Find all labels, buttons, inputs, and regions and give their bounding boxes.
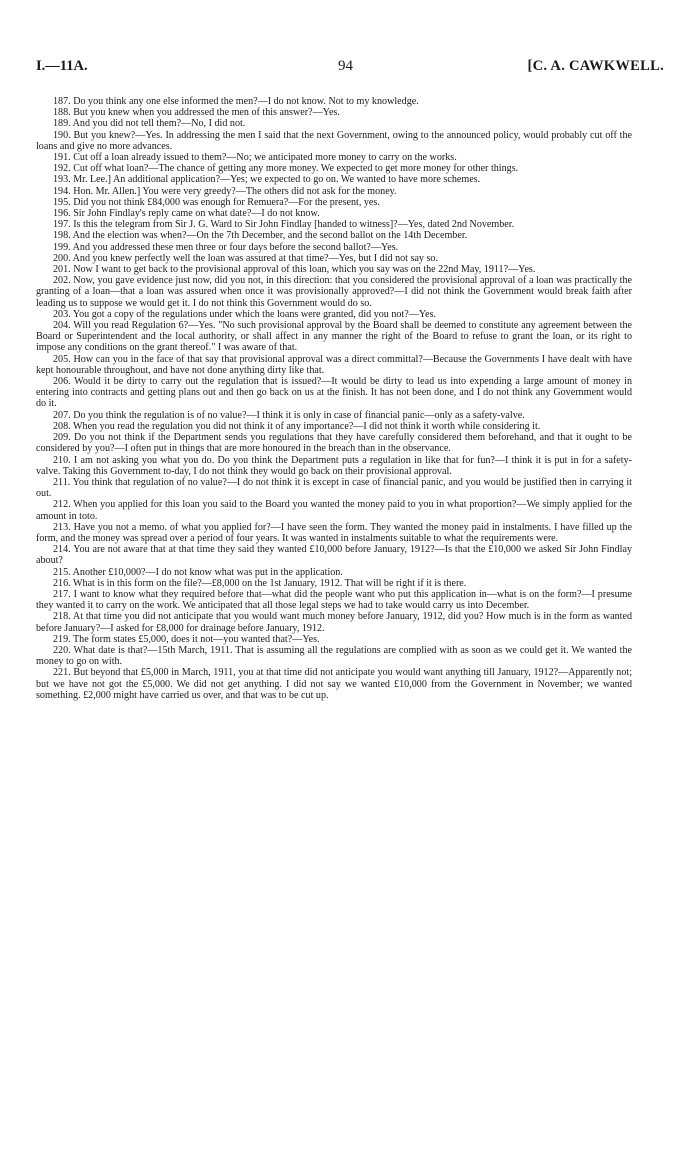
- question-answer-paragraph: 219. The form states £5,000, does it not—you wanted that?—Yes.: [53, 633, 320, 645]
- question-answer-paragraph: 189. And you did not tell them?—No, I did not.: [53, 118, 246, 130]
- question-answer-paragraph: 194. Hon. Mr. Allen.] You were very greedy?—The others did not ask for the money.: [53, 185, 397, 197]
- question-answer-paragraph: 205. How can you in the face of that say that provisional approval was a direct committal?—Because the Governments I have dealt with have kept honourable throughout, and have not done anything dirty like that.: [36, 353, 632, 376]
- question-answer-paragraph: 212. When you applied for this loan you said to the Board you wanted the money paid to you in what proportion?—We simply applied for the amount in toto.: [36, 499, 632, 522]
- question-answer-paragraph: 192. Cut off what loan?—The chance of getting any more money. We expected to get more money for other things.: [53, 163, 519, 175]
- question-answer-paragraph: 202. Now, you gave evidence just now, did you not, in this direction: that you considered the provisional approval of a loan was practically the granting of a loan—that a loan was assured when once it was provisionally approved?—I did not think the Government would break faith after leading us to suppose we would get it. I do not think this Government would do so.: [36, 275, 632, 309]
- question-answer-paragraph: 198. And the election was when?—On the 7th December, and the second ballot on the 14th December.: [53, 230, 468, 242]
- question-answer-paragraph: 220. What date is that?—15th March, 1911. That is assuming all the regulations are complied with as soon as we could get it. We wanted the money to go on with.: [36, 644, 632, 668]
- question-answer-paragraph: 211. You think that regulation of no value?—I do not think it is except in case of financial panic, and you would be justified then in carrying it out.: [36, 476, 632, 500]
- question-answer-paragraph: 191. Cut off a loan already issued to them?—No; we anticipated more money to carry on the works.: [53, 152, 457, 164]
- question-answer-paragraph: 206. Would it be dirty to carry out the regulation that is issued?—It would be dirty to lead us into expending a large amount of money in entering into contracts and getting plans out and then go back on us at the finish. It has not been done, and I do not think any Government would do it.: [36, 376, 632, 410]
- question-answer-paragraph: 195. Did you not think £84,000 was enough for Remuera?—For the present, yes.: [53, 196, 380, 208]
- question-answer-paragraph: 216. What is in this form on the file?—£8,000 on the 1st January, 1912. That will be right if it is there.: [53, 577, 467, 589]
- page-number: 94: [338, 58, 353, 74]
- question-answer-paragraph: 214. You are not aware that at that time they said they wanted £10,000 before January, 1912?—Is that the £10,000 we asked Sir John Findlay about?: [36, 544, 632, 567]
- question-answer-paragraph: 203. You got a copy of the regulations under which the loans were granted, did you not?—Yes.: [53, 308, 437, 320]
- question-answer-paragraph: 200. And you knew perfectly well the loan was assured at that time?—Yes, but I did not say so.: [53, 252, 438, 264]
- question-answer-paragraph: 188. But you knew when you addressed the men of this answer?—Yes.: [53, 107, 340, 119]
- question-answer-paragraph: 218. At that time you did not anticipate that you would want much money before January, 1912, did you? How much is in the form as wanted before January?—I asked for £8,000 for drainage before January, 1912.: [36, 611, 632, 634]
- question-answer-paragraph: 190. But you knew?—Yes. In addressing the men I said that the next Government, owing to the announced policy, would probably cut off the loans and give no more advances.: [36, 129, 632, 152]
- page-header: [36, 58, 664, 78]
- question-answer-paragraph: 210. I am not asking you what you do. Do you think the Department puts a regulation in like that for fun?—I think it is put in for a safety-valve. Taking this Government to-day, I do not think they would go back on their provisional approval.: [36, 454, 632, 477]
- question-answer-paragraph: 208. When you read the regulation you did not think it of any importance?—I did not think it worth while considering it.: [53, 420, 541, 432]
- question-answer-paragraph: 187. Do you think any one else informed the men?—I do not know. Not to my knowledge.: [53, 96, 419, 107]
- evidence-text: [36, 96, 632, 701]
- question-answer-paragraph: 204. Will you read Regulation 6?—Yes. "No such provisional approval by the Board shall be deemed to constitute any agreement between the Board or Superintendent and the local authority, or shall affect in any manner the right of the Board to refuse to grant the loan, or its right to impose any conditions on the grant thereof." I was aware of that.: [36, 320, 632, 354]
- document-code: I.—11A.: [36, 58, 88, 74]
- question-answer-paragraph: 213. Have you not a memo. of what you applied for?—I have seen the form. They wanted the money paid in instalments. I have filled up the form, and the money was spread over a period of four years. It was wanted in instalments suitable to what the requirements were.: [36, 521, 632, 544]
- witness-name: [C. A. CAWKWELL.: [527, 58, 664, 74]
- question-answer-paragraph: 209. Do you not think if the Department sends you regulations that they have carefully considered them beforehand, and that it ought to be considered by you?—I often put in things that are more honoured in the breach than in the observance.: [36, 432, 632, 455]
- question-answer-paragraph: 217. I want to know what they required before that—what did the people want who put this application in—what is on the form?—I presume they wanted it to carry on the work. We anticipated that all those legal steps we had to take would carry us into December.: [36, 588, 632, 612]
- question-answer-paragraph: 193. Mr. Lee.] An additional application?—Yes; we expected to go on. We wanted to have more schemes.: [53, 174, 481, 186]
- question-answer-paragraph: 199. And you addressed these men three or four days before the second ballot?—Yes.: [53, 241, 399, 253]
- question-answer-paragraph: 221. But beyond that £5,000 in March, 1911, you at that time did not anticipate you would want anything till January, 1912?—Apparently not; but we have not got the £5,000. We did not get anything. I did not say we wanted £10,000 from the Government in November; we wanted something. £2,000 might have carried us over, and that was to be cut up.: [36, 667, 632, 701]
- question-answer-paragraph: 196. Sir John Findlay's reply came on what date?—I do not know.: [53, 208, 320, 220]
- question-answer-paragraph: 215. Another £10,000?—I do not know what was put in the application.: [53, 566, 343, 578]
- question-answer-paragraph: 197. Is this the telegram from Sir J. G. Ward to Sir John Findlay [handed to witness]?—Yes, dated 2nd November.: [53, 219, 515, 231]
- question-answer-paragraph: 201. Now I want to get back to the provisional approval of this loan, which you say was on the 22nd May, 1911?—Yes.: [53, 264, 536, 276]
- question-answer-paragraph: 207. Do you think the regulation is of no value?—I think it is only in case of financial panic—only as a safety-valve.: [53, 409, 525, 421]
